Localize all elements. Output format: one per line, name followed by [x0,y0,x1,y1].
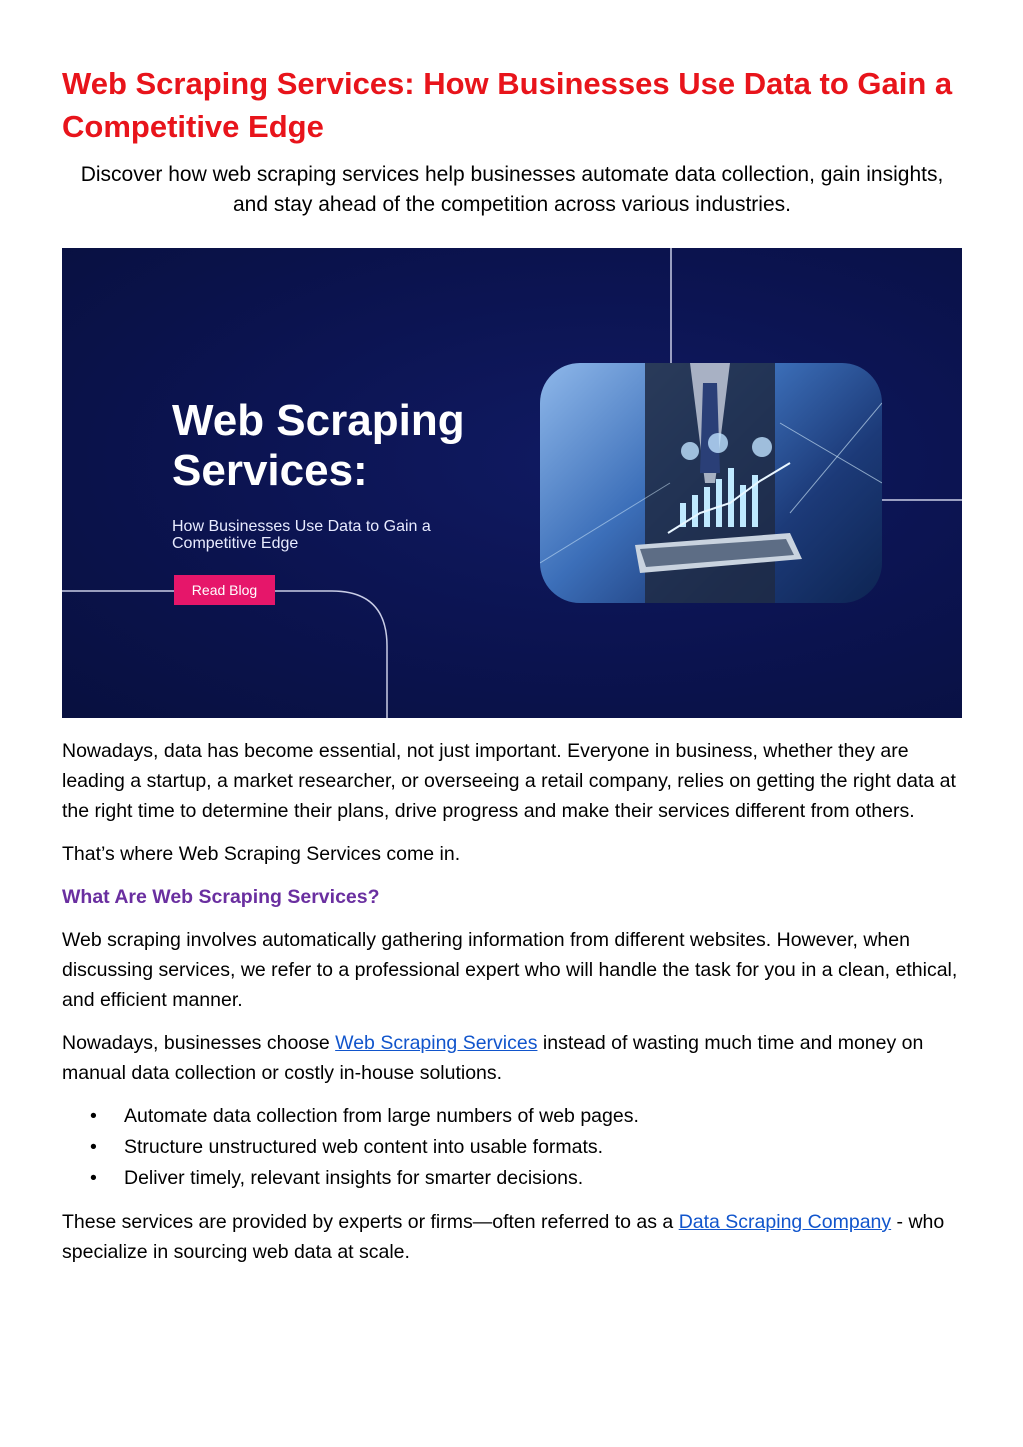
banner-title: Web Scraping Services: [172,396,465,495]
benefits-list [62,1101,962,1194]
intro-paragraph: Nowadays, data has become essential, not just important. Everyone in business, whether they are leading a startup, a market researcher, or overseeing a retail company, relies on getting the right data at the right time to determine their plans, drive progress and make their services different from others. [62,740,956,822]
document-page [62,62,962,1280]
list-item-text: Automate data collection from large numbers of web pages. [124,1105,639,1127]
list-item-text: Structure unstructured web content into usable formats. [124,1136,604,1158]
analytics-illustration [540,363,882,603]
article-body [62,736,962,1267]
list-item-text: Deliver timely, relevant insights for smarter decisions. [124,1167,584,1189]
list-item [62,1101,962,1132]
page-subtitle: Discover how web scraping services help businesses automate data collection, gain insights, and stay ahead of the competition across various industries. [80,163,944,216]
closing-text-after: - who specialize in sourcing web data at scale. [62,1211,945,1263]
bullet-icon: • [90,1136,97,1158]
banner-subtitle: How Businesses Use Data to Gain a Competitive Edge [172,518,431,552]
definition-paragraph: Web scraping involves automatically gathering information from different websites. However, when discussing services, we refer to a professional expert who will handle the task for you in a clean, ethical, and efficient manner. [62,929,958,1011]
hero-banner-image [62,248,962,718]
list-item [62,1163,962,1194]
choose-text-after: instead of wasting much time and money on manual data collection or costly in-house solutions. [62,1032,924,1084]
closing-text-before: These services are provided by experts or firms—often referred to as a [62,1211,679,1233]
choose-paragraph [62,1028,962,1088]
list-item [62,1132,962,1163]
page-title: Web Scraping Services: How Businesses Use Data to Gain a Competitive Edge [62,66,953,144]
businessman-tablet-photo [540,363,882,603]
bullet-icon: • [90,1167,97,1189]
transition-paragraph: That’s where Web Scraping Services come in. [62,843,461,865]
read-blog-button[interactable]: Read Blog [174,575,275,605]
closing-paragraph [62,1207,962,1267]
choose-text-before: Nowadays, businesses choose [62,1032,336,1054]
bullet-icon: • [90,1105,97,1127]
section-heading: What Are Web Scraping Services? [62,886,380,908]
data-scraping-company-link[interactable]: Data Scraping Company [678,1211,892,1233]
web-scraping-services-link[interactable]: Web Scraping Services [335,1032,538,1054]
